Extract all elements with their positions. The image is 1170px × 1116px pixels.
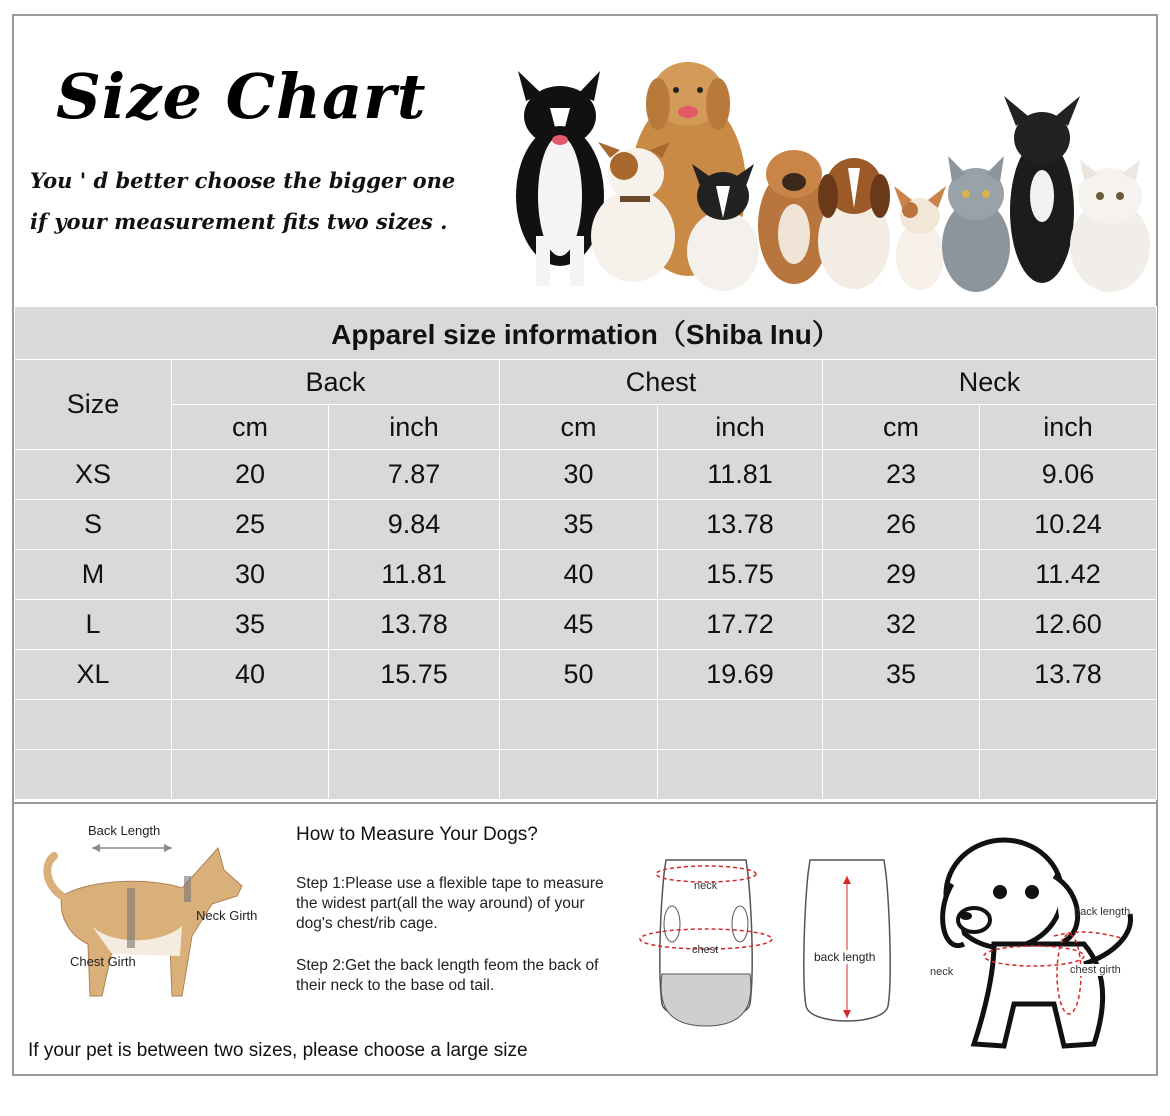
size-chart-frame [12,14,1158,1076]
shirt-chest-label: chest [692,944,719,956]
unit-header: inch [980,405,1157,450]
size-tip-line-1: You ' d better choose the bigger one [30,168,456,193]
table-cell: 11.81 [658,450,823,500]
size-table [14,306,1157,800]
unit-header: cm [500,405,658,450]
table-cell: 13.78 [658,500,823,550]
persian-cat-image [1070,160,1150,292]
size-cell: M [15,550,172,600]
table-cell: 7.87 [329,450,500,500]
table-cell: 17.72 [658,600,823,650]
table-cell: 35 [823,650,980,700]
table-cell: 15.75 [658,550,823,600]
table-cell: 40 [500,550,658,600]
chest-header: Chest [500,360,823,405]
table-row [15,600,1157,650]
table-row [15,450,1157,500]
puppy-diagram [934,824,1144,1054]
table-cell: 13.78 [329,600,500,650]
table-cell: 13.78 [980,650,1157,700]
border-collie-image [516,71,604,286]
table-cell: 30 [172,550,329,600]
size-cell: S [15,500,172,550]
size-tip-line-2: if your measurement fits two sizes . [30,209,448,234]
table-cell: 35 [172,600,329,650]
chest-girth-label: Chest Girth [70,954,136,969]
puppy-neck-label: neck [930,966,954,978]
table-cell: 9.84 [329,500,500,550]
shirt-back-length-label: back length [814,950,876,964]
step-2-text: Step 2:Get the back length feom the back of their neck to the base od tail. [296,957,599,994]
grey-cat-image [942,156,1010,292]
table-cell: 15.75 [329,650,500,700]
table-cell: 12.60 [980,600,1157,650]
size-cell: XL [15,650,172,700]
puppy-back-length-label: back length [1074,906,1131,918]
table-cell: 40 [172,650,329,700]
table-row [15,500,1157,550]
beagle-image [818,158,890,289]
size-note: If your pet is between two sizes, please choose a large size [28,1040,528,1061]
french-bulldog-image [1004,96,1080,283]
table-cell: 11.42 [980,550,1157,600]
measure-section [14,802,1156,1078]
measure-heading: How to Measure Your Dogs? [296,824,538,845]
back-length-label: Back Length [88,823,161,838]
table-row [15,550,1157,600]
table-cell: 35 [500,500,658,550]
unit-header: cm [823,405,980,450]
table-cell: 11.81 [329,550,500,600]
table-cell: 23 [823,450,980,500]
table-cell: 26 [823,500,980,550]
size-cell: XS [15,450,172,500]
table-cell: 20 [172,450,329,500]
table-cell: 45 [500,600,658,650]
puppy-chest-girth-label: chest girth [1070,964,1121,976]
table-cell: 30 [500,450,658,500]
page-title: Size Chart [56,60,427,133]
unit-header: inch [658,405,823,450]
empty-row [15,700,1157,750]
pets-illustration [498,46,1154,296]
table-title: Apparel size information（Shiba Inu） [15,307,1157,360]
table-row [15,650,1157,700]
unit-header: cm [172,405,329,450]
step-1-text: Step 1:Please use a flexible tape to measure the widest part(all the way around) of your dog's chest/rib cage. [296,875,604,932]
shirt-back-diagram [792,854,902,1034]
unit-header: inch [329,405,500,450]
table-cell: 50 [500,650,658,700]
table-cell: 29 [823,550,980,600]
header-section [14,16,1156,308]
table-cell: 19.69 [658,650,823,700]
back-header: Back [172,360,500,405]
size-header: Size [15,360,172,450]
table-cell: 32 [823,600,980,650]
size-cell: L [15,600,172,650]
size-table-section [14,306,1156,800]
table-cell: 10.24 [980,500,1157,550]
pekingese-image [758,150,830,284]
table-cell: 25 [172,500,329,550]
empty-row [15,750,1157,800]
neck-girth-label: Neck Girth [196,908,258,923]
table-cell: 9.06 [980,450,1157,500]
neck-header: Neck [823,360,1157,405]
shirt-neck-label: neck [694,880,718,892]
chihuahua-image [894,186,946,290]
